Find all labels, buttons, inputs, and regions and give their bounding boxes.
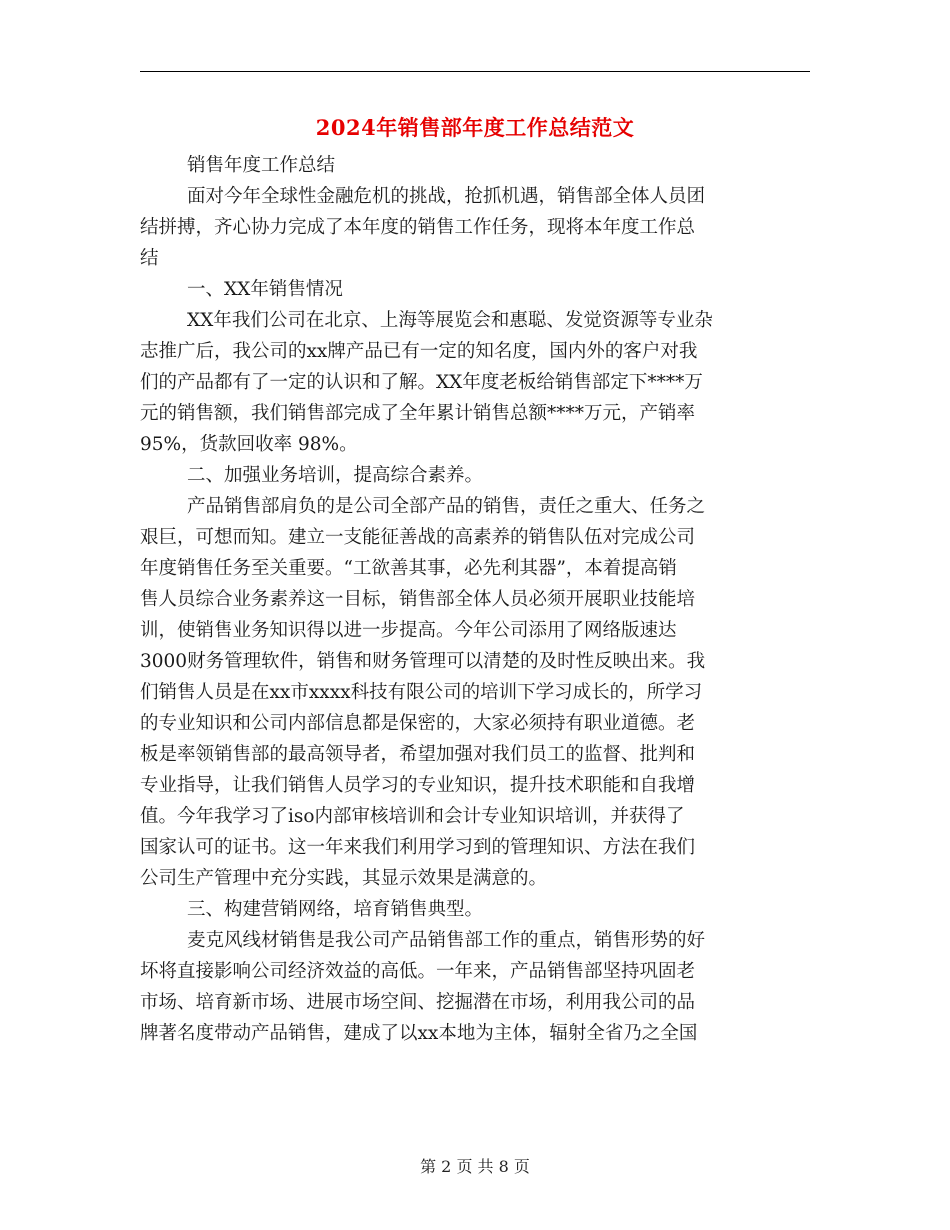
text-line: 国家认可的证书。这一年来我们利用学习到的管理知识、方法在我们 (140, 837, 696, 858)
text-line: 结 (140, 248, 159, 269)
document-body (140, 150, 800, 1049)
text-line: 们的产品都有了一定的认识和了解。XX年度老板给销售部定下****万 (140, 372, 703, 393)
text-line: 产品销售部肩负的是公司全部产品的销售，责任之重大、任务之 (187, 496, 706, 517)
text-line: 牌著名度带动产品销售，建成了以xx本地为主体，辐射全省乃之全国 (140, 1023, 698, 1044)
text-line: 二、加强业务培训，提高综合素养。 (187, 465, 484, 486)
text-line: 公司生产管理中充分实践，其显示效果是满意的。 (140, 868, 548, 889)
text-line: 销售年度工作总结 (187, 155, 336, 176)
text-line: 售人员综合业务素养这一目标，销售部全体人员必须开展职业技能培 (140, 589, 696, 610)
text-line: 元的销售额，我们销售部完成了全年累计销售总额****万元，产销率 (140, 403, 696, 424)
text-line: 结拼搏，齐心协力完成了本年度的销售工作任务，现将本年度工作总 (140, 217, 696, 238)
text-line: XX年我们公司在北京、上海等展览会和惠聪、发觉资源等专业杂 (187, 310, 713, 331)
text-line: 专业指导，让我们销售人员学习的专业知识，提升技术职能和自我增 (140, 775, 696, 796)
text-line: 们销售人员是在xx市xxxx科技有限公司的培训下学习成长的，所学习 (140, 682, 703, 703)
text-line: 训，使销售业务知识得以进一步提高。今年公司添用了网络版速达 (140, 620, 677, 641)
text-line: 的专业知识和公司内部信息都是保密的，大家必须持有职业道德。老 (140, 713, 696, 734)
text-line: 三、构建营销网络，培育销售典型。 (187, 899, 484, 920)
text-line: 3000财务管理软件，销售和财务管理可以清楚的及时性反映出来。我 (140, 651, 706, 672)
text-line: 面对今年全球性金融危机的挑战，抢抓机遇，销售部全体人员团 (187, 186, 706, 207)
text-line: 艰巨，可想而知。建立一支能征善战的高素养的销售队伍对完成公司 (140, 527, 696, 548)
text-line: 年度销售任务至关重要。“工欲善其事，必先利其器”，本着提高销 (140, 558, 677, 579)
text-line: 市场、培育新市场、进展市场空间、挖掘潜在市场，利用我公司的品 (140, 992, 696, 1013)
text-line: 值。今年我学习了iso内部审核培训和会计专业知识培训，并获得了 (140, 806, 685, 827)
text-line: 一、XX年销售情况 (187, 279, 343, 300)
text-line: 志推广后，我公司的xx牌产品已有一定的知名度，国内外的客户对我 (140, 341, 698, 362)
document-title: 2024年销售部年度工作总结范文 (315, 115, 635, 140)
page-number: 第 2 页 共 8 页 (420, 1157, 530, 1176)
text-line: 95%，货款回收率 98%。 (140, 434, 358, 455)
text-line: 麦克风线材销售是我公司产品销售部工作的重点，销售形势的好 (187, 930, 706, 951)
text-line: 坏将直接影响公司经济效益的高低。一年来，产品销售部坚持巩固老 (140, 961, 696, 982)
text-line: 板是率领销售部的最高领导者，希望加强对我们员工的监督、批判和 (140, 744, 696, 765)
header-rule (140, 71, 810, 72)
